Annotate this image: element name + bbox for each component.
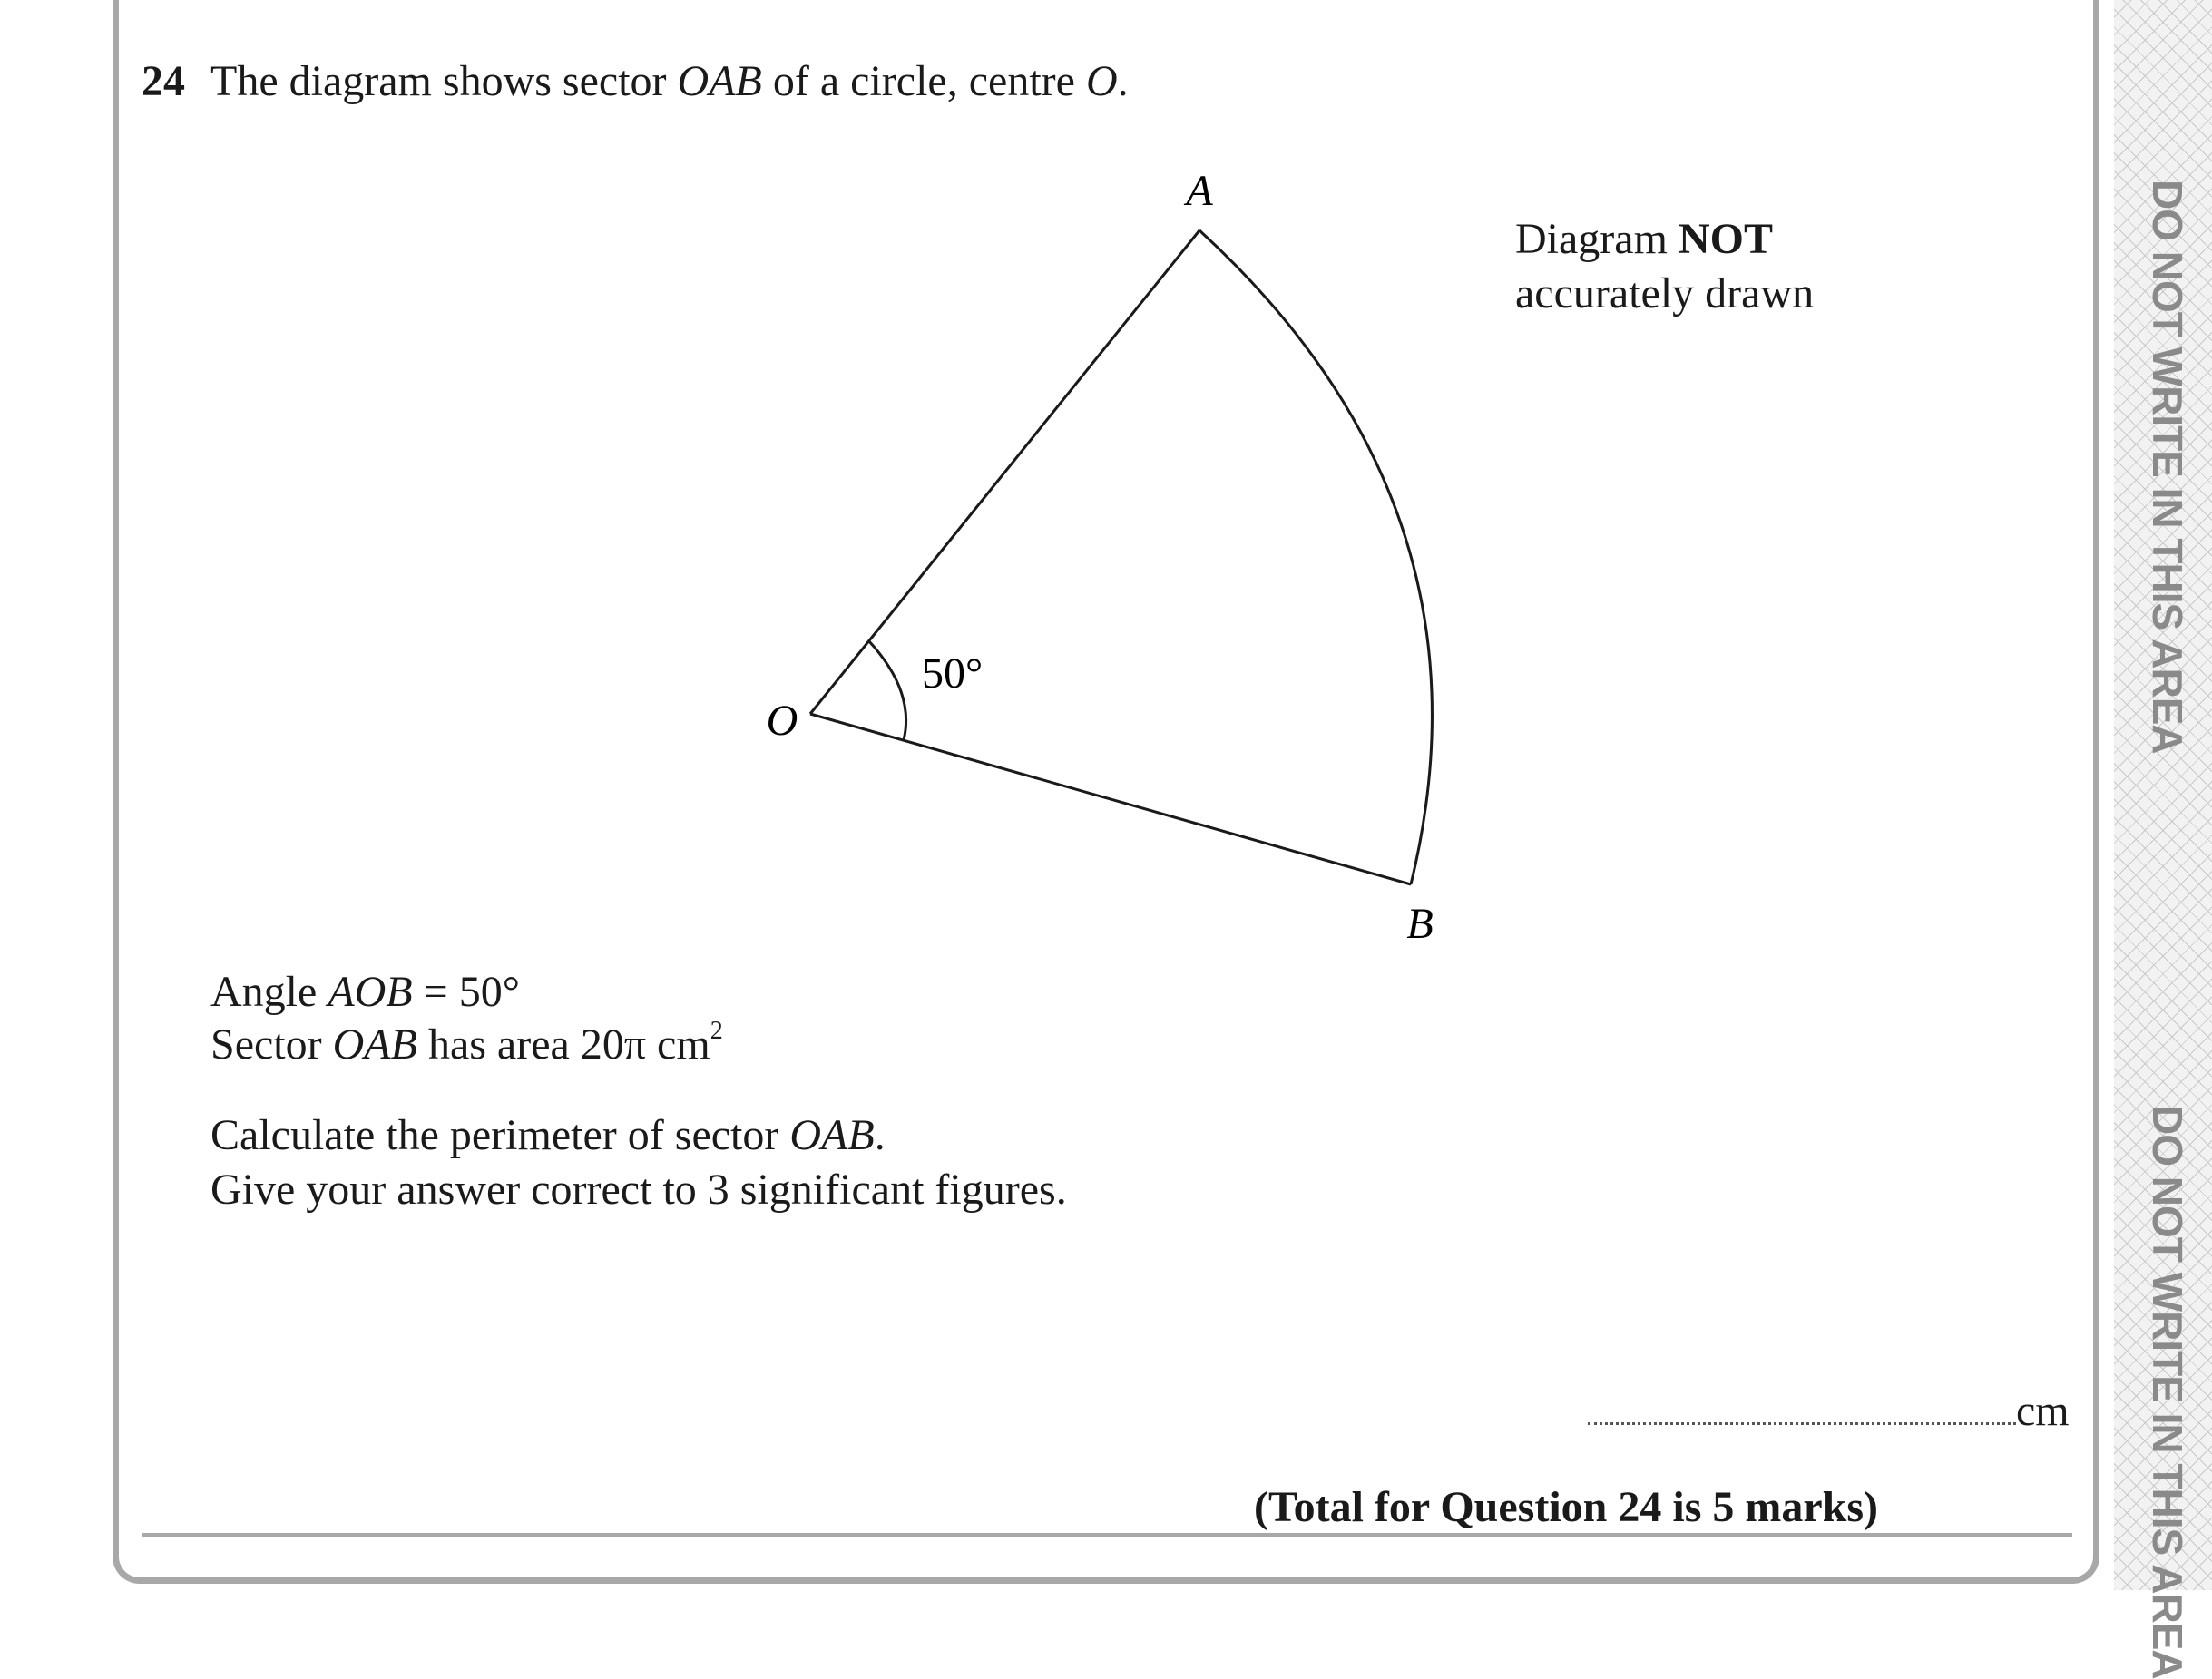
vertex-b-label: B [1406, 900, 1434, 948]
angle-arc [868, 640, 906, 740]
given-angle: Angle AOB = 50° [210, 968, 520, 1016]
margin-warning-lower: DO NOT WRITE IN THIS AREA [2144, 1105, 2191, 1679]
question-number: 24 [142, 57, 185, 105]
vertex-o-label: O [766, 697, 798, 745]
answer-unit: cm [2016, 1387, 2070, 1435]
angle-label: 50° [922, 649, 984, 698]
diagram-note: Diagram NOT accurately drawn [1515, 215, 1815, 317]
radius-ob [810, 714, 1411, 884]
question-divider [142, 1533, 2072, 1537]
vertex-a-label: A [1186, 167, 1213, 215]
answer-line[interactable] [1588, 1422, 2016, 1425]
arc-ab [1199, 230, 1432, 884]
given-area: Sector OAB has area 20π $cm^2$ [210, 1017, 723, 1069]
task-instruction: Calculate the perimeter of sector OAB. [210, 1111, 886, 1159]
question-stem: The diagram shows sector OAB of a circle, centre O. [210, 57, 1129, 105]
margin-warning: DO NOT WRITE IN THIS AREA [2144, 180, 2191, 754]
task-precision: Give your answer correct to 3 significant figures. [210, 1166, 1067, 1214]
total-marks: (Total for Question 24 is 5 marks) [1254, 1483, 1879, 1531]
